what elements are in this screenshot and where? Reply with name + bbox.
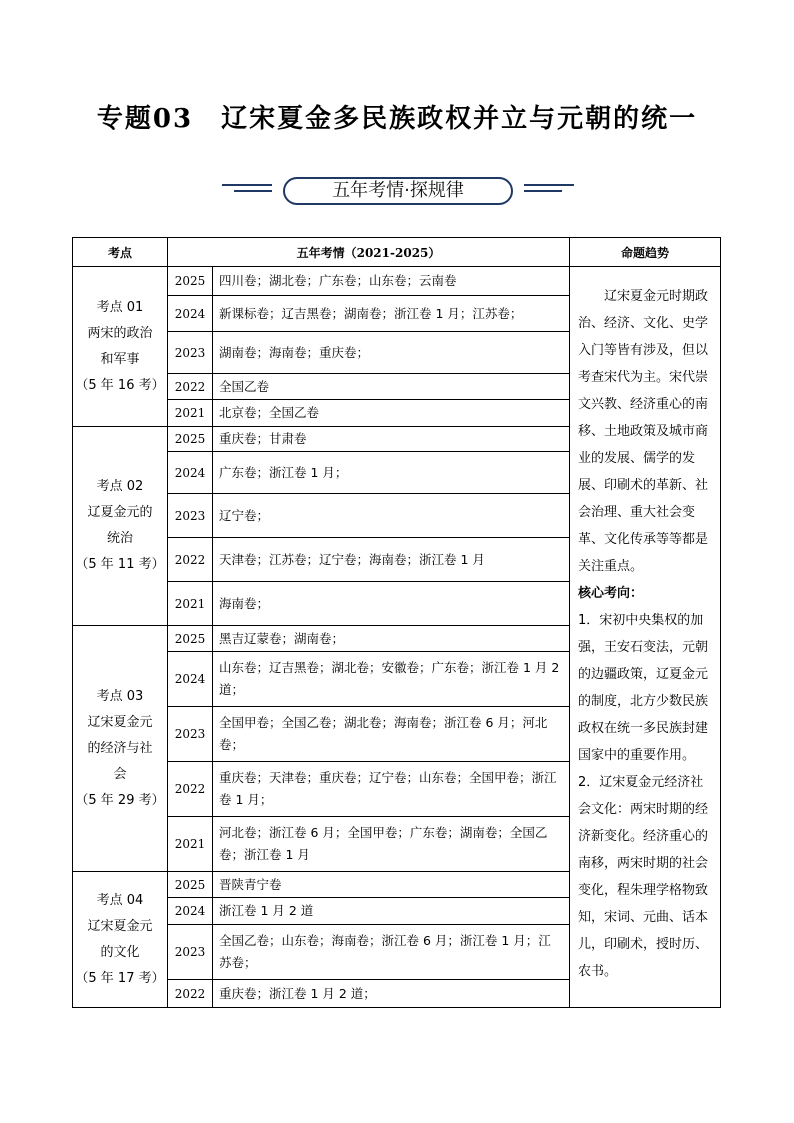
table-row [73,267,721,296]
papers-cell: 黑吉辽蒙卷；湖南卷； [213,626,570,652]
trend-intro: 辽宋夏金元时期政治、经济、文化、史学入门等皆有涉及，但以考查宋代为主。宋代崇文兴教、经济重心的南移、土地政策及城市商业的发展、儒学的发展、印刷术的革新、社会治理、重大社会变革、文化传承等等都是关注重点。 [578,289,709,574]
table-header-row [73,238,721,267]
papers-cell: 浙江卷 1 月 2 道 [213,898,570,925]
year-cell: 2022 [168,374,213,400]
papers-cell: 广东卷；浙江卷 1 月； [213,452,570,494]
papers-cell: 新课标卷；辽吉黑卷；湖南卷；浙江卷 1 月；江苏卷； [213,296,570,332]
papers-cell: 辽宁卷； [213,494,570,538]
header-trend: 命题趋势 [570,238,721,267]
section-banner [0,176,794,208]
exam-table [72,237,721,1008]
papers-cell: 天津卷；江苏卷；辽宁卷；海南卷；浙江卷 1 月 [213,538,570,582]
banner-left-decoration [222,184,272,198]
trend-point-1: 1．宋初中央集权的加强，王安石变法，元朝的边疆政策，辽夏金元的制度，北方少数民族政权在统一多民族封建国家中的重要作用。 [578,613,709,763]
papers-cell: 河北卷；浙江卷 6 月；全国甲卷；广东卷；湖南卷；全国乙卷；浙江卷 1 月 [213,817,570,872]
papers-cell: 湖南卷；海南卷；重庆卷； [213,332,570,374]
papers-cell: 北京卷；全国乙卷 [213,400,570,427]
year-cell: 2023 [168,494,213,538]
year-cell: 2024 [168,296,213,332]
year-cell: 2021 [168,582,213,626]
year-cell: 2023 [168,707,213,762]
trend-core-heading: 核心考向： [578,586,644,601]
papers-cell: 四川卷；湖北卷；广东卷；山东卷；云南卷 [213,267,570,296]
year-cell: 2022 [168,980,213,1008]
trend-point-2: 2．辽宋夏金元经济社会文化：两宋时期的经济新变化。经济重心的南移，两宋时期的社会变化，程朱理学格物致知，宋词、元曲、话本儿，印刷术，授时历、农书。 [578,775,709,979]
header-five-year: 五年考情（2021-2025） [168,238,570,267]
year-cell: 2021 [168,817,213,872]
year-cell: 2025 [168,427,213,452]
year-cell: 2025 [168,626,213,652]
papers-cell: 重庆卷；天津卷；重庆卷；辽宁卷；山东卷；全国甲卷；浙江卷 1 月； [213,762,570,817]
header-kaodian: 考点 [73,238,168,267]
year-cell: 2024 [168,898,213,925]
papers-cell: 全国乙卷；山东卷；海南卷；浙江卷 6 月；浙江卷 1 月；江苏卷； [213,925,570,980]
papers-cell: 重庆卷；浙江卷 1 月 2 道； [213,980,570,1008]
year-cell: 2021 [168,400,213,427]
trend-cell [570,267,721,1008]
year-cell: 2023 [168,925,213,980]
papers-cell: 海南卷； [213,582,570,626]
page-title: 专题03 辽宋夏金多民族政权并立与元朝的统一 [96,104,698,134]
year-cell: 2022 [168,762,213,817]
year-cell: 2024 [168,652,213,707]
kaodian-02-cell: 考点 02 辽夏金元的 统治 （5 年 11 考） [73,427,168,626]
papers-cell: 全国乙卷 [213,374,570,400]
kaodian-04-cell: 考点 04 辽宋夏金元 的文化 （5 年 17 考） [73,872,168,1008]
year-cell: 2023 [168,332,213,374]
year-cell: 2024 [168,452,213,494]
kaodian-03-cell: 考点 03 辽宋夏金元 的经济与社 会 （5 年 29 考） [73,626,168,872]
year-cell: 2022 [168,538,213,582]
year-cell: 2025 [168,872,213,898]
banner-label: 五年考情·探规律 [283,177,513,205]
kaodian-01-cell: 考点 01 两宋的政治 和军事 （5 年 16 考） [73,267,168,427]
papers-cell: 重庆卷；甘肃卷 [213,427,570,452]
papers-cell: 山东卷；辽吉黑卷；湖北卷；安徽卷；广东卷；浙江卷 1 月 2 道； [213,652,570,707]
banner-right-decoration [524,184,574,198]
papers-cell: 晋陕青宁卷 [213,872,570,898]
year-cell: 2025 [168,267,213,296]
papers-cell: 全国甲卷；全国乙卷；湖北卷；海南卷；浙江卷 6 月；河北卷； [213,707,570,762]
